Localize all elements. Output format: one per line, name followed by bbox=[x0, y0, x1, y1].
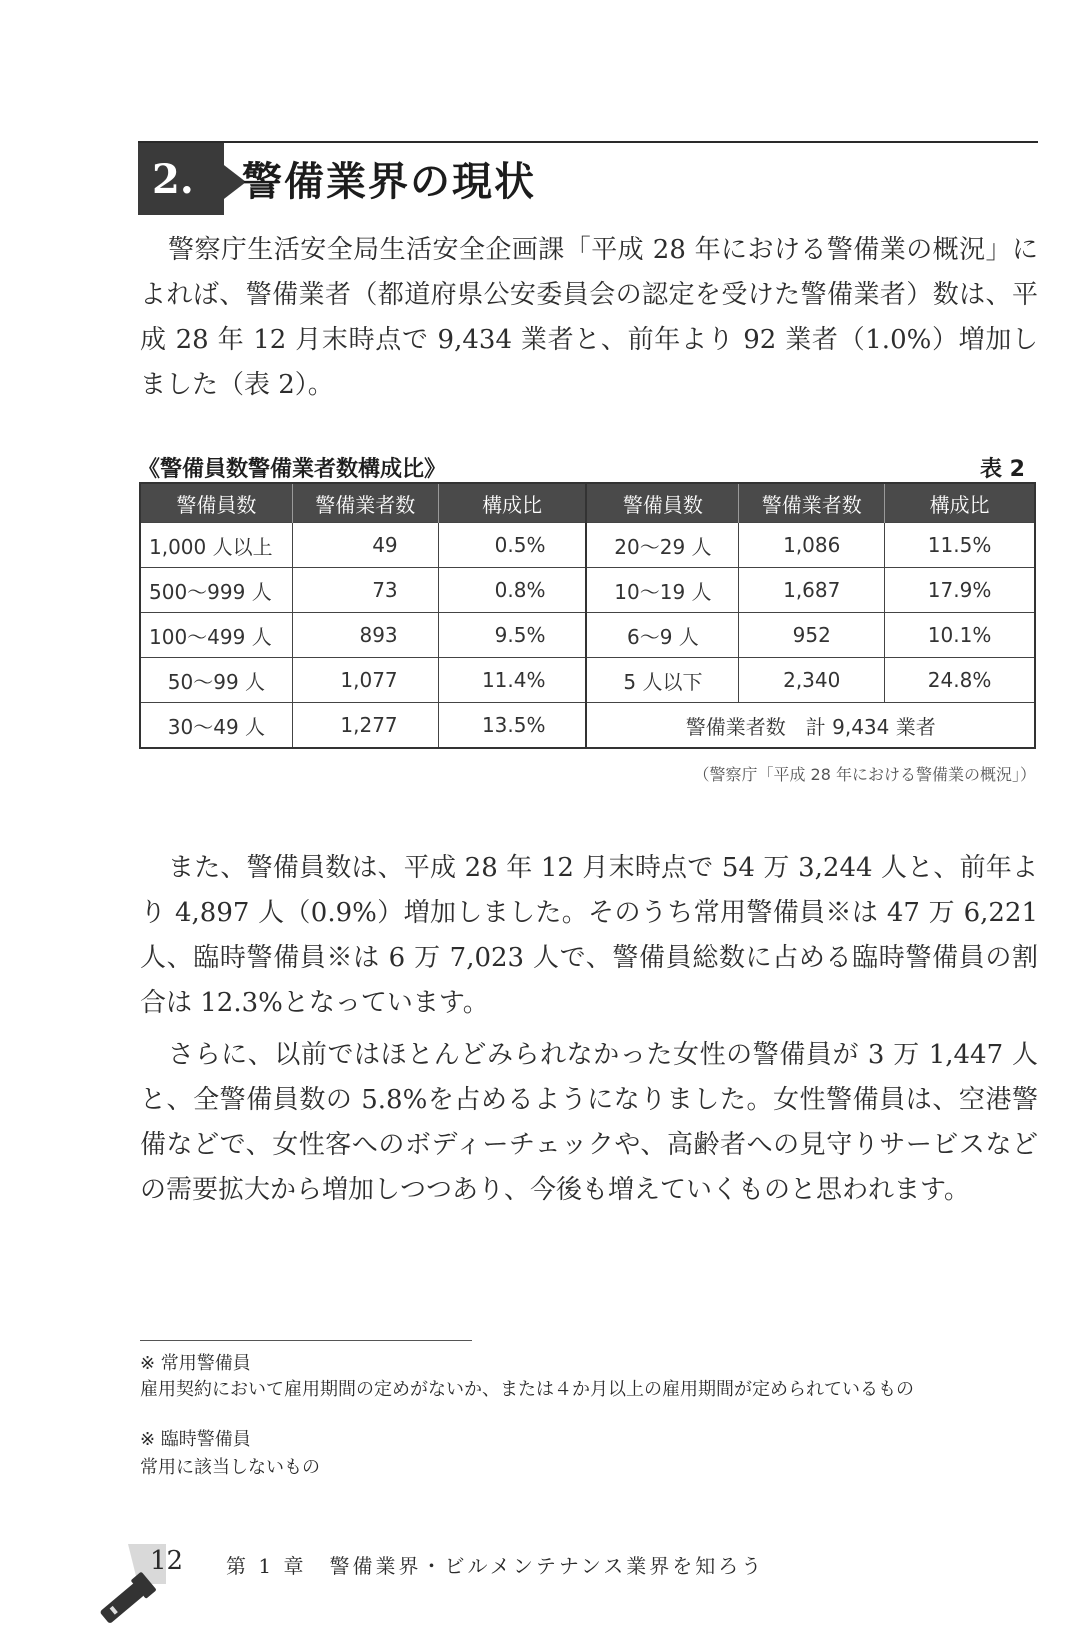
table-cell: 952 bbox=[739, 613, 885, 658]
footnote-2-body: 常用に該当しないもの bbox=[140, 1457, 320, 1478]
paragraph-3-text: さらに、以前ではほとんどみられなかった女性の警備員が 3 万 1,447 人と、全警備員数の 5.8%を占めるようになりました。女性警備員は、空港警備などで、女性客へのボディーチェックや、高齢者への見守りサービスなどの需要拡大から増加しつつあり、今後も増えていくものと思われます。 bbox=[140, 1040, 1038, 1205]
table-header-cell: 構成比 bbox=[885, 483, 1035, 523]
table-header-cell: 警備業者数 bbox=[739, 483, 885, 523]
paragraph-3 bbox=[140, 1033, 1038, 1213]
table-row bbox=[140, 523, 1035, 568]
paragraph-1 bbox=[140, 228, 1038, 408]
table-header-cell: 警備業者数 bbox=[292, 483, 438, 523]
table-cell: 5 人以下 bbox=[586, 658, 738, 703]
footnote-1-body: 雇用契約において雇用期間の定めがないか、または４か月以上の雇用期間が定められているもの bbox=[140, 1379, 914, 1400]
page-number: 12 bbox=[150, 1546, 184, 1576]
table-cell: 11.5% bbox=[885, 523, 1035, 568]
table-cell: 73 bbox=[292, 568, 438, 613]
table-cell: 100〜499 人 bbox=[140, 613, 292, 658]
table-cell: 24.8% bbox=[885, 658, 1035, 703]
table-header-cell: 警備員数 bbox=[140, 483, 292, 523]
footnote-1-title: ※ 常用警備員 bbox=[140, 1353, 251, 1374]
table-caption: 《警備員数警備業者数構成比》 bbox=[138, 457, 447, 482]
table-total-cell: 警備業者数 計 9,434 業者 bbox=[586, 703, 1035, 749]
table-cell: 1,086 bbox=[739, 523, 885, 568]
footnote-2-title: ※ 臨時警備員 bbox=[140, 1429, 251, 1450]
staff-count-table bbox=[139, 482, 1036, 749]
table-cell: 30〜49 人 bbox=[140, 703, 292, 749]
table-cell: 49 bbox=[292, 523, 438, 568]
section-title: 警備業界の現状 bbox=[242, 159, 536, 205]
table-cell: 13.5% bbox=[438, 703, 586, 749]
table-cell: 6〜9 人 bbox=[586, 613, 738, 658]
table-cell: 2,340 bbox=[739, 658, 885, 703]
table-cell: 11.4% bbox=[438, 658, 586, 703]
table-cell: 1,277 bbox=[292, 703, 438, 749]
table-row bbox=[140, 703, 1035, 749]
table-row bbox=[140, 568, 1035, 613]
table-cell: 1,000 人以上 bbox=[140, 523, 292, 568]
paragraph-2 bbox=[140, 846, 1038, 1026]
section-number: 2. bbox=[138, 143, 224, 215]
section-header-rule bbox=[138, 141, 1038, 143]
table-cell: 50〜99 人 bbox=[140, 658, 292, 703]
table-cell: 9.5% bbox=[438, 613, 586, 658]
table-cell: 1,077 bbox=[292, 658, 438, 703]
table-cell: 0.8% bbox=[438, 568, 586, 613]
table-cell: 1,687 bbox=[739, 568, 885, 613]
paragraph-1-text: 警察庁生活安全局生活安全企画課「平成 28 年における警備業の概況」によれば、警備業者（都道府県公安委員会の認定を受けた警備業者）数は、平成 28 年 12 月末時点で 9,434 業者と、前年より 92 業者（1.0%）増加しました（表 2）。 bbox=[140, 235, 1038, 400]
table-row bbox=[140, 658, 1035, 703]
table-header-cell: 構成比 bbox=[438, 483, 586, 523]
table-cell: 10.1% bbox=[885, 613, 1035, 658]
table-header-row bbox=[140, 483, 1035, 523]
table-header-cell: 警備員数 bbox=[586, 483, 738, 523]
table-cell: 20〜29 人 bbox=[586, 523, 738, 568]
table-cell: 10〜19 人 bbox=[586, 568, 738, 613]
table-source: （警察庁「平成 28 年における警備業の概況」） bbox=[693, 765, 1036, 784]
running-head: 第 1 章 警備業界・ビルメンテナンス業界を知ろう bbox=[226, 1554, 765, 1578]
table-cell: 17.9% bbox=[885, 568, 1035, 613]
table-cell: 0.5% bbox=[438, 523, 586, 568]
paragraph-2-text: また、警備員数は、平成 28 年 12 月末時点で 54 万 3,244 人と、前年より 4,897 人（0.9%）増加しました。そのうち常用警備員※は 47 万 6,221 人、臨時警備員※は 6 万 7,023 人で、警備員総数に占める臨時警備員の割合は 12.3%となっています。 bbox=[140, 853, 1038, 1018]
table-cell: 500〜999 人 bbox=[140, 568, 292, 613]
footnote-rule bbox=[140, 1340, 472, 1341]
table-cell: 893 bbox=[292, 613, 438, 658]
table-number: 表 2 bbox=[980, 457, 1025, 482]
table-row bbox=[140, 613, 1035, 658]
